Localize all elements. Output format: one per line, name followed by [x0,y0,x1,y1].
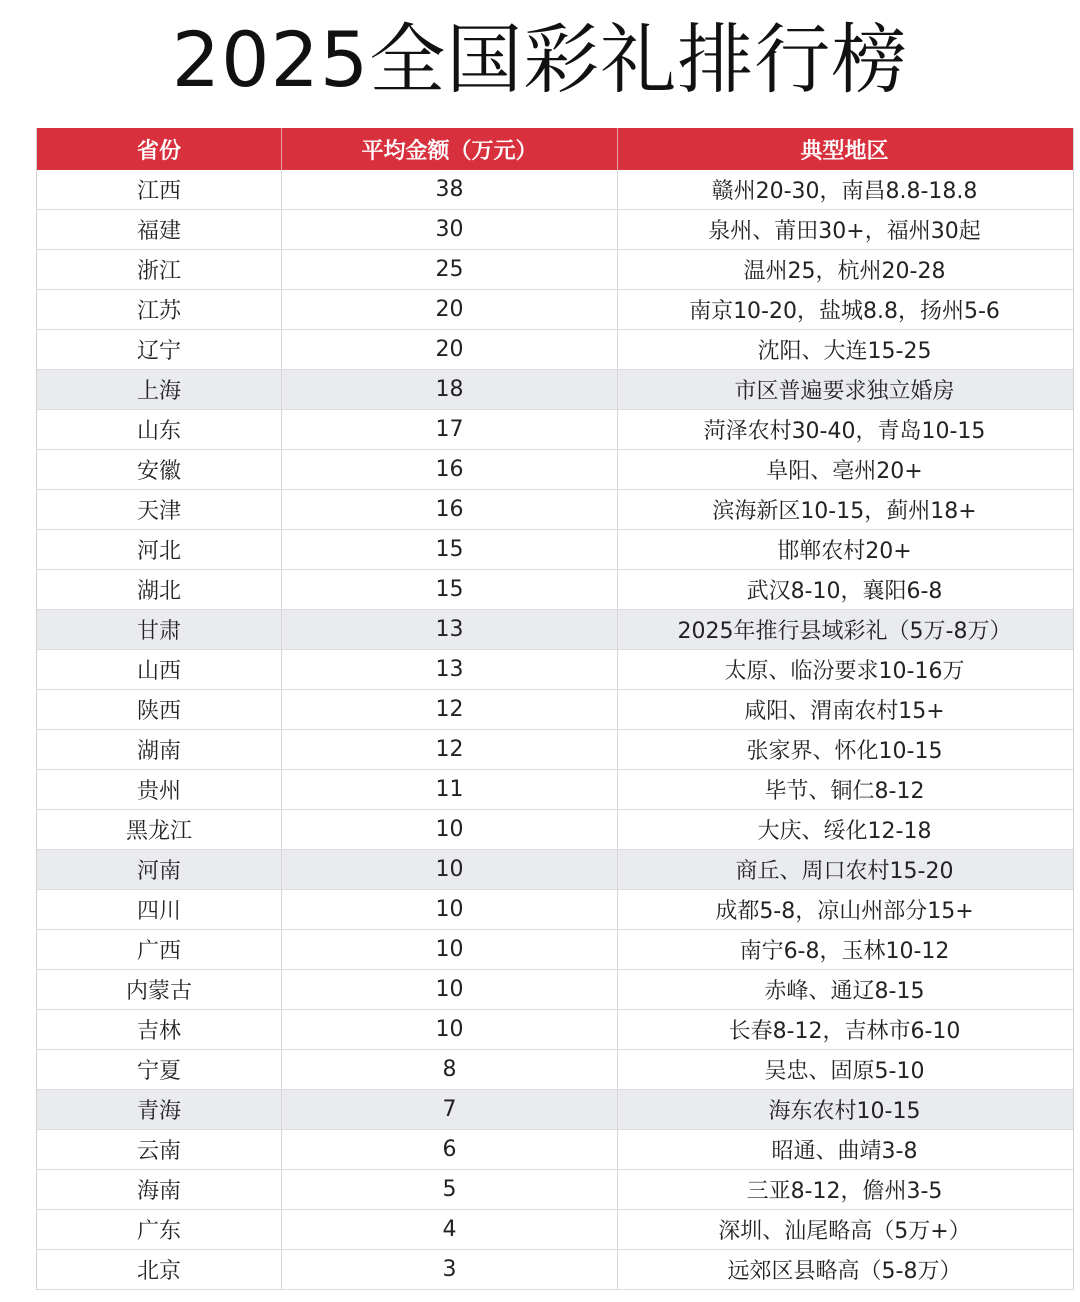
table-row [37,1250,1073,1290]
table-row [37,810,1073,850]
table-row [37,450,1073,490]
header-typical-region: 典型地区 [800,138,889,164]
province-cell: 陕西 [37,690,282,729]
amount-cell: 4 [282,1210,618,1249]
amount-cell: 10 [282,1010,618,1049]
province-cell: 吉林 [37,1010,282,1049]
province-cell: 内蒙古 [37,970,282,1009]
amount-cell: 12 [282,690,618,729]
province-cell: 青海 [37,1090,282,1129]
region-cell: 吴忠、固原5-10 [764,1059,925,1084]
region-cell: 阜阳、亳州20+ [766,459,923,484]
amount-cell: 6 [282,1130,618,1169]
table-row [37,930,1073,970]
table-row [37,370,1073,410]
table-row [37,650,1073,690]
region-cell: 毕节、铜仁8-12 [764,779,925,804]
table-row [37,1010,1073,1050]
amount-cell: 13 [282,610,618,649]
table-row [37,210,1073,250]
province-cell: 黑龙江 [37,810,282,849]
amount-cell: 10 [282,970,618,1009]
amount-cell: 3 [282,1250,618,1289]
region-cell: 赤峰、通辽8-15 [764,979,925,1004]
table-body [37,170,1073,1290]
province-cell: 上海 [37,370,282,409]
table-row [37,530,1073,570]
province-cell: 天津 [37,490,282,529]
amount-cell: 13 [282,650,618,689]
table-row [37,1130,1073,1170]
amount-cell: 10 [282,890,618,929]
province-cell: 广东 [37,1210,282,1249]
table-row [37,570,1073,610]
province-cell: 福建 [37,210,282,249]
region-cell: 商丘、周口农村15-20 [735,859,954,884]
region-cell: 昭通、曲靖3-8 [771,1139,918,1164]
province-cell: 河北 [37,530,282,569]
province-cell: 江西 [37,170,282,209]
region-cell: 三亚8-12，儋州3-5 [746,1179,943,1204]
region-cell: 深圳、汕尾略高（5万+） [718,1219,971,1244]
region-cell: 海东农村10-15 [768,1099,921,1124]
province-cell: 安徽 [37,450,282,489]
region-cell: 武汉8-10，襄阳6-8 [746,579,943,604]
amount-cell: 16 [282,450,618,489]
region-cell: 邯郸农村20+ [777,539,912,564]
amount-cell: 25 [282,250,618,289]
region-cell: 太原、临汾要求10-16万 [724,659,965,684]
table-row [37,690,1073,730]
province-cell: 浙江 [37,250,282,289]
table-row [37,330,1073,370]
amount-cell: 30 [282,210,618,249]
table-row [37,170,1073,210]
amount-cell: 17 [282,410,618,449]
region-cell: 张家界、怀化10-15 [746,739,943,764]
table-row [37,290,1073,330]
table-row [37,850,1073,890]
header-average-amount: 平均金额（万元） [282,128,618,170]
amount-cell: 20 [282,330,618,369]
region-cell: 沈阳、大连15-25 [757,339,932,364]
table-row [37,490,1073,530]
table-row [37,1050,1073,1090]
amount-cell: 8 [282,1050,618,1089]
page-title: 2025全国彩礼排行榜 [171,15,909,104]
amount-cell: 20 [282,290,618,329]
table-row [37,1090,1073,1130]
region-cell: 大庆、绥化12-18 [757,819,932,844]
region-cell: 南京10-20，盐城8.8，扬州5-6 [689,299,1000,324]
amount-cell: 18 [282,370,618,409]
province-cell: 宁夏 [37,1050,282,1089]
amount-cell: 7 [282,1090,618,1129]
amount-cell: 15 [282,530,618,569]
table-row [37,1210,1073,1250]
province-cell: 湖北 [37,570,282,609]
region-cell: 泉州、莆田30+，福州30起 [708,219,981,244]
table-row [37,890,1073,930]
table-row [37,730,1073,770]
region-cell: 赣州20-30，南昌8.8-18.8 [711,179,978,204]
table-row [37,770,1073,810]
table-header-row [37,128,1073,170]
province-cell: 江苏 [37,290,282,329]
province-cell: 辽宁 [37,330,282,369]
region-cell: 菏泽农村30-40，青岛10-15 [703,419,986,444]
table-row [37,250,1073,290]
table-row [37,970,1073,1010]
amount-cell: 11 [282,770,618,809]
province-cell: 山西 [37,650,282,689]
province-cell: 山东 [37,410,282,449]
amount-cell: 10 [282,810,618,849]
table-row [37,410,1073,450]
region-cell: 咸阳、渭南农村15+ [744,699,945,724]
region-cell: 2025年推行县域彩礼（5万-8万） [677,619,1012,644]
region-cell: 远郊区县略高（5-8万） [727,1259,962,1284]
region-cell: 南宁6-8，玉林10-12 [739,939,950,964]
region-cell: 市区普遍要求独立婚房 [734,379,955,404]
amount-cell: 10 [282,930,618,969]
table-row [37,610,1073,650]
amount-cell: 10 [282,850,618,889]
amount-cell: 15 [282,570,618,609]
region-cell: 长春8-12，吉林市6-10 [728,1019,961,1044]
province-cell: 海南 [37,1170,282,1209]
amount-cell: 5 [282,1170,618,1209]
province-cell: 贵州 [37,770,282,809]
region-cell: 滨海新区10-15，蓟州18+ [712,499,977,524]
province-cell: 甘肃 [37,610,282,649]
table-row [37,1170,1073,1210]
province-cell: 云南 [37,1130,282,1169]
header-province: 省份 [37,128,282,170]
amount-cell: 16 [282,490,618,529]
region-cell: 成都5-8，凉山州部分15+ [715,899,974,924]
region-cell: 温州25，杭州20-28 [743,259,946,284]
province-cell: 湖南 [37,730,282,769]
province-cell: 四川 [37,890,282,929]
province-cell: 广西 [37,930,282,969]
amount-cell: 12 [282,730,618,769]
bride-price-table [36,128,1074,1290]
amount-cell: 38 [282,170,618,209]
province-cell: 北京 [37,1250,282,1289]
province-cell: 河南 [37,850,282,889]
